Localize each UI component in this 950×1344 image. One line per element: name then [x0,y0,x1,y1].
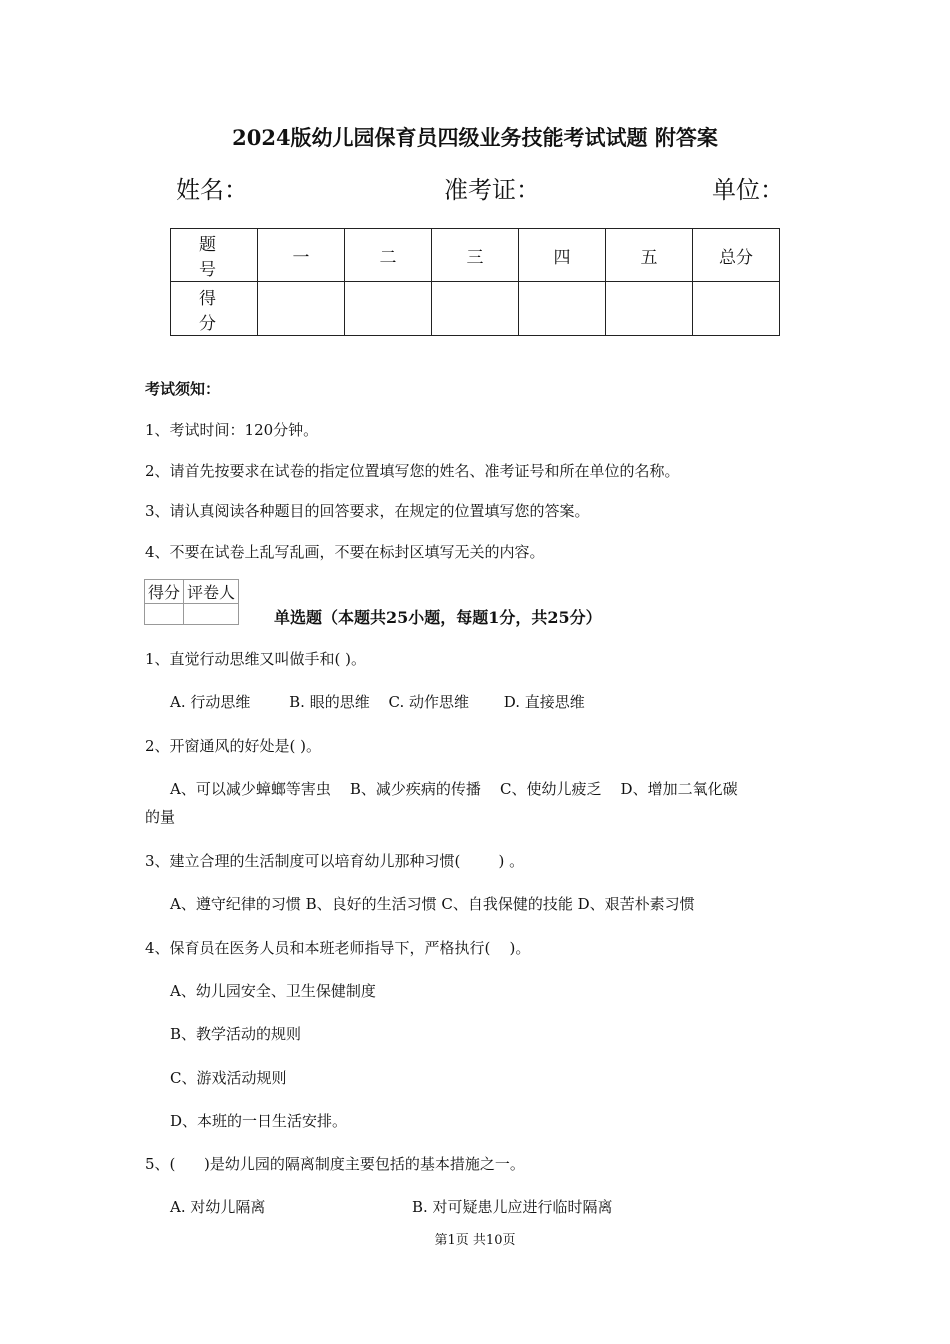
score-table-header-label: 题号 [171,229,258,282]
question-stem: 4、保育员在医务人员和本班老师指导下，严格执行( )。 [145,939,531,957]
score-cell [519,282,606,336]
exam-id-label: 准考证： [444,176,540,204]
question-stem: 5、( )是幼儿园的隔离制度主要包括的基本措施之一。 [145,1155,525,1173]
question-options [170,691,585,712]
option: B、教学活动的规则 [170,1025,302,1043]
question-options: A、可以减少蟑螂等害虫 B、减少疾病的传播 C、使幼儿疲乏 D、增加二氧化碳 [170,780,738,798]
grader-label: 评卷人 [184,580,239,604]
option: A、幼儿园安全、卫生保健制度 [170,982,376,1000]
question-options-wrap: 的量 [145,808,176,826]
question-stem: 1、直觉行动思维又叫做手和( )。 [145,650,367,668]
name-label: 姓名： [176,176,248,204]
option: A. 行动思维 [170,693,251,711]
notice-item: 1、考试时间：120分钟。 [145,421,319,439]
grader-score-cell [145,604,184,625]
unit-label: 单位： [712,176,784,204]
grader-box [144,579,239,625]
page-title: 2024版幼儿园保育员四级业务技能考试试题 附答案 [232,125,718,150]
notice-item: 2、请首先按要求在试卷的指定位置填写您的姓名、准考证号和所在单位的名称。 [145,462,680,480]
notice-heading: 考试须知： [145,380,221,398]
score-cell [606,282,693,336]
score-table [170,228,780,336]
question-stem: 2、开窗通风的好处是( )。 [145,737,322,755]
option: D、本班的一日生活安排。 [170,1112,348,1130]
notice-item: 4、不要在试卷上乱写乱画，不要在标封区填写无关的内容。 [145,543,545,561]
question-stem: 3、建立合理的生活制度可以培育幼儿那种习惯( ) 。 [145,852,525,870]
option: C. 动作思维 [388,693,469,711]
score-cell [345,282,432,336]
score-table-score-label: 得分 [171,282,258,336]
score-cell [693,282,780,336]
grader-score-label: 得分 [145,580,184,604]
option: B. 眼的思维 [289,693,370,711]
score-table-column: 四 [519,229,606,282]
score-table-column: 三 [432,229,519,282]
option: D. 直接思维 [503,693,585,711]
option: B. 对可疑患儿应进行临时隔离 [412,1198,613,1216]
score-cell [432,282,519,336]
grader-name-cell [184,604,239,625]
notice-item: 3、请认真阅读各种题目的回答要求，在规定的位置填写您的答案。 [145,502,590,520]
page-footer: 第1页 共10页 [434,1233,516,1248]
score-table-column: 一 [258,229,345,282]
score-table-column: 总分 [693,229,780,282]
question-options: A、遵守纪律的习惯 B、良好的生活习惯 C、自我保健的技能 D、艰苦朴素习惯 [170,895,695,913]
option: C、游戏活动规则 [170,1069,287,1087]
score-cell [258,282,345,336]
option: A. 对幼儿隔离 [170,1198,266,1216]
score-table-column: 五 [606,229,693,282]
section-heading: 单选题（本题共25小题，每题1分，共25分） [274,608,602,627]
score-table-column: 二 [345,229,432,282]
